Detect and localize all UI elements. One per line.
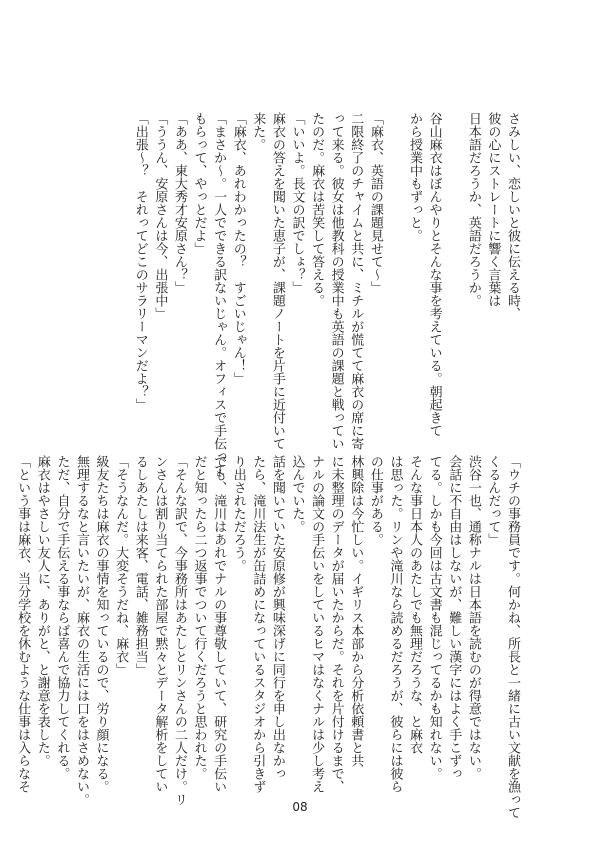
text-line: ただ、自分で手伝える事ならば喜んで協力してくれる。	[54, 455, 70, 780]
text-line: 麻衣の答えを聞いた恵子が、課題ノートを片手に近付いて	[269, 112, 285, 450]
text-line: 「そんな訳で、今事務所はあたしとリンさんの二人だけ。リ	[171, 455, 187, 806]
text-line: るしあたしは来客、電話、雑務担当」	[132, 455, 148, 676]
text-line: 「ああ、東大秀才安原さん？」	[171, 112, 187, 294]
text-line: もらって、やっとだよ」	[191, 112, 207, 255]
text-line: 来た。	[250, 112, 266, 151]
text-line: 渋谷一也、通称ナルは日本語を読むのが得意ではない。	[465, 455, 481, 780]
text-line: 級友たちは麻衣の事情を知っているので、労り顔になる。	[93, 455, 109, 793]
text-line: 「ウチの事務員です。何かね、所長と一緒に古い文献を漁って	[505, 455, 520, 819]
text-line: 込んでいた。	[289, 455, 305, 533]
page-number: 08	[292, 800, 308, 814]
text-line: に未整理のデータが届いたからだ。それを片付けるまで、	[328, 455, 344, 793]
text-line: 二限終了のチャイムと共に、ミチルが慌てて麻衣の席に寄	[348, 112, 364, 450]
text-line: 「いいよ。長文の訳でしょ？」	[289, 112, 305, 294]
text-line: 「麻衣、英語の課題見せて〜」	[367, 112, 383, 294]
text-line: 「ううん、安原さんは今、出張中」	[152, 112, 168, 320]
text-line: は思った。リンや滝川なら読めるだろうが、彼らには彼ら	[387, 455, 403, 793]
text-line: たら、滝川法生が缶詰めになっているスタジオから引きず	[250, 455, 266, 793]
text-line: 谷山麻衣はぼんやりとそんな事を考えている。朝起きて	[426, 112, 442, 437]
text-line: でも、滝川はあれでナルの事尊敬していて、研究の手伝い	[211, 455, 227, 793]
text-line: の仕事がある。	[367, 455, 383, 546]
text-line: って来る。彼女は他教科の授業中も英語の課題と戦ってい	[328, 112, 344, 450]
upper-text-block	[62, 112, 522, 476]
text-line: 「まさか〜。一人でできる訳ないじゃん。オフィスで手伝って	[211, 112, 227, 476]
text-line: 林興除は今忙しい。イギリス本部から分析依頼書と共	[348, 455, 364, 767]
text-line: 無理するなと言いたいが、麻衣の生活には口をはさめない。	[73, 455, 89, 806]
text-line: くるんだって」	[485, 455, 501, 546]
text-line	[385, 112, 405, 412]
text-line: 話を聞いていた安原修が興味深げに同行を申し出なかっ	[269, 455, 285, 780]
text-line: から授業中もずっと。	[407, 112, 423, 242]
text-line: だと知ったら二つ返事でついて行くだろうと思われた。	[191, 455, 207, 780]
text-line: ンさんは割り当てられた部屋で黙々とデータ解析をしてい	[152, 455, 168, 793]
text-line: 「出張〜？ それってどこのサラリーマンだよ？」	[132, 112, 148, 411]
text-line: そんな事日本人のあたしでも無理だろうな、と麻衣	[407, 455, 423, 754]
text-line: 「麻衣、あれわかったの？ すごいじゃん！」	[230, 112, 246, 385]
text-line: 「という事は麻衣、当分学校を休むような仕事は入らなそ	[15, 455, 31, 793]
text-line: たのだ。麻衣は苦笑して答える。	[309, 112, 325, 307]
text-line: 日本語だろうか、英語だろうか。	[465, 112, 481, 307]
text-line: 「そうなんだ。大変そうだね、麻衣」	[113, 455, 129, 676]
text-line: さみしい、恋しいと彼に伝える時、	[505, 112, 520, 320]
text-line: てる。しかも今回は古文書も混じってるかも知れない。	[426, 455, 442, 780]
text-line: り出されただろう。	[230, 455, 246, 572]
text-line: 麻衣はやさしい友人に、ありがと、と謝意を表した。	[34, 455, 50, 767]
text-line: 彼の心にストレートに響く言葉は	[485, 112, 501, 307]
text-line	[444, 112, 464, 412]
text-line: ナルの論文の手伝いをしているヒマはなくナルは少し考え	[309, 455, 325, 793]
text-line: 会話に不自由はしないが、難しい漢字にはよく手こずっ	[446, 455, 462, 780]
